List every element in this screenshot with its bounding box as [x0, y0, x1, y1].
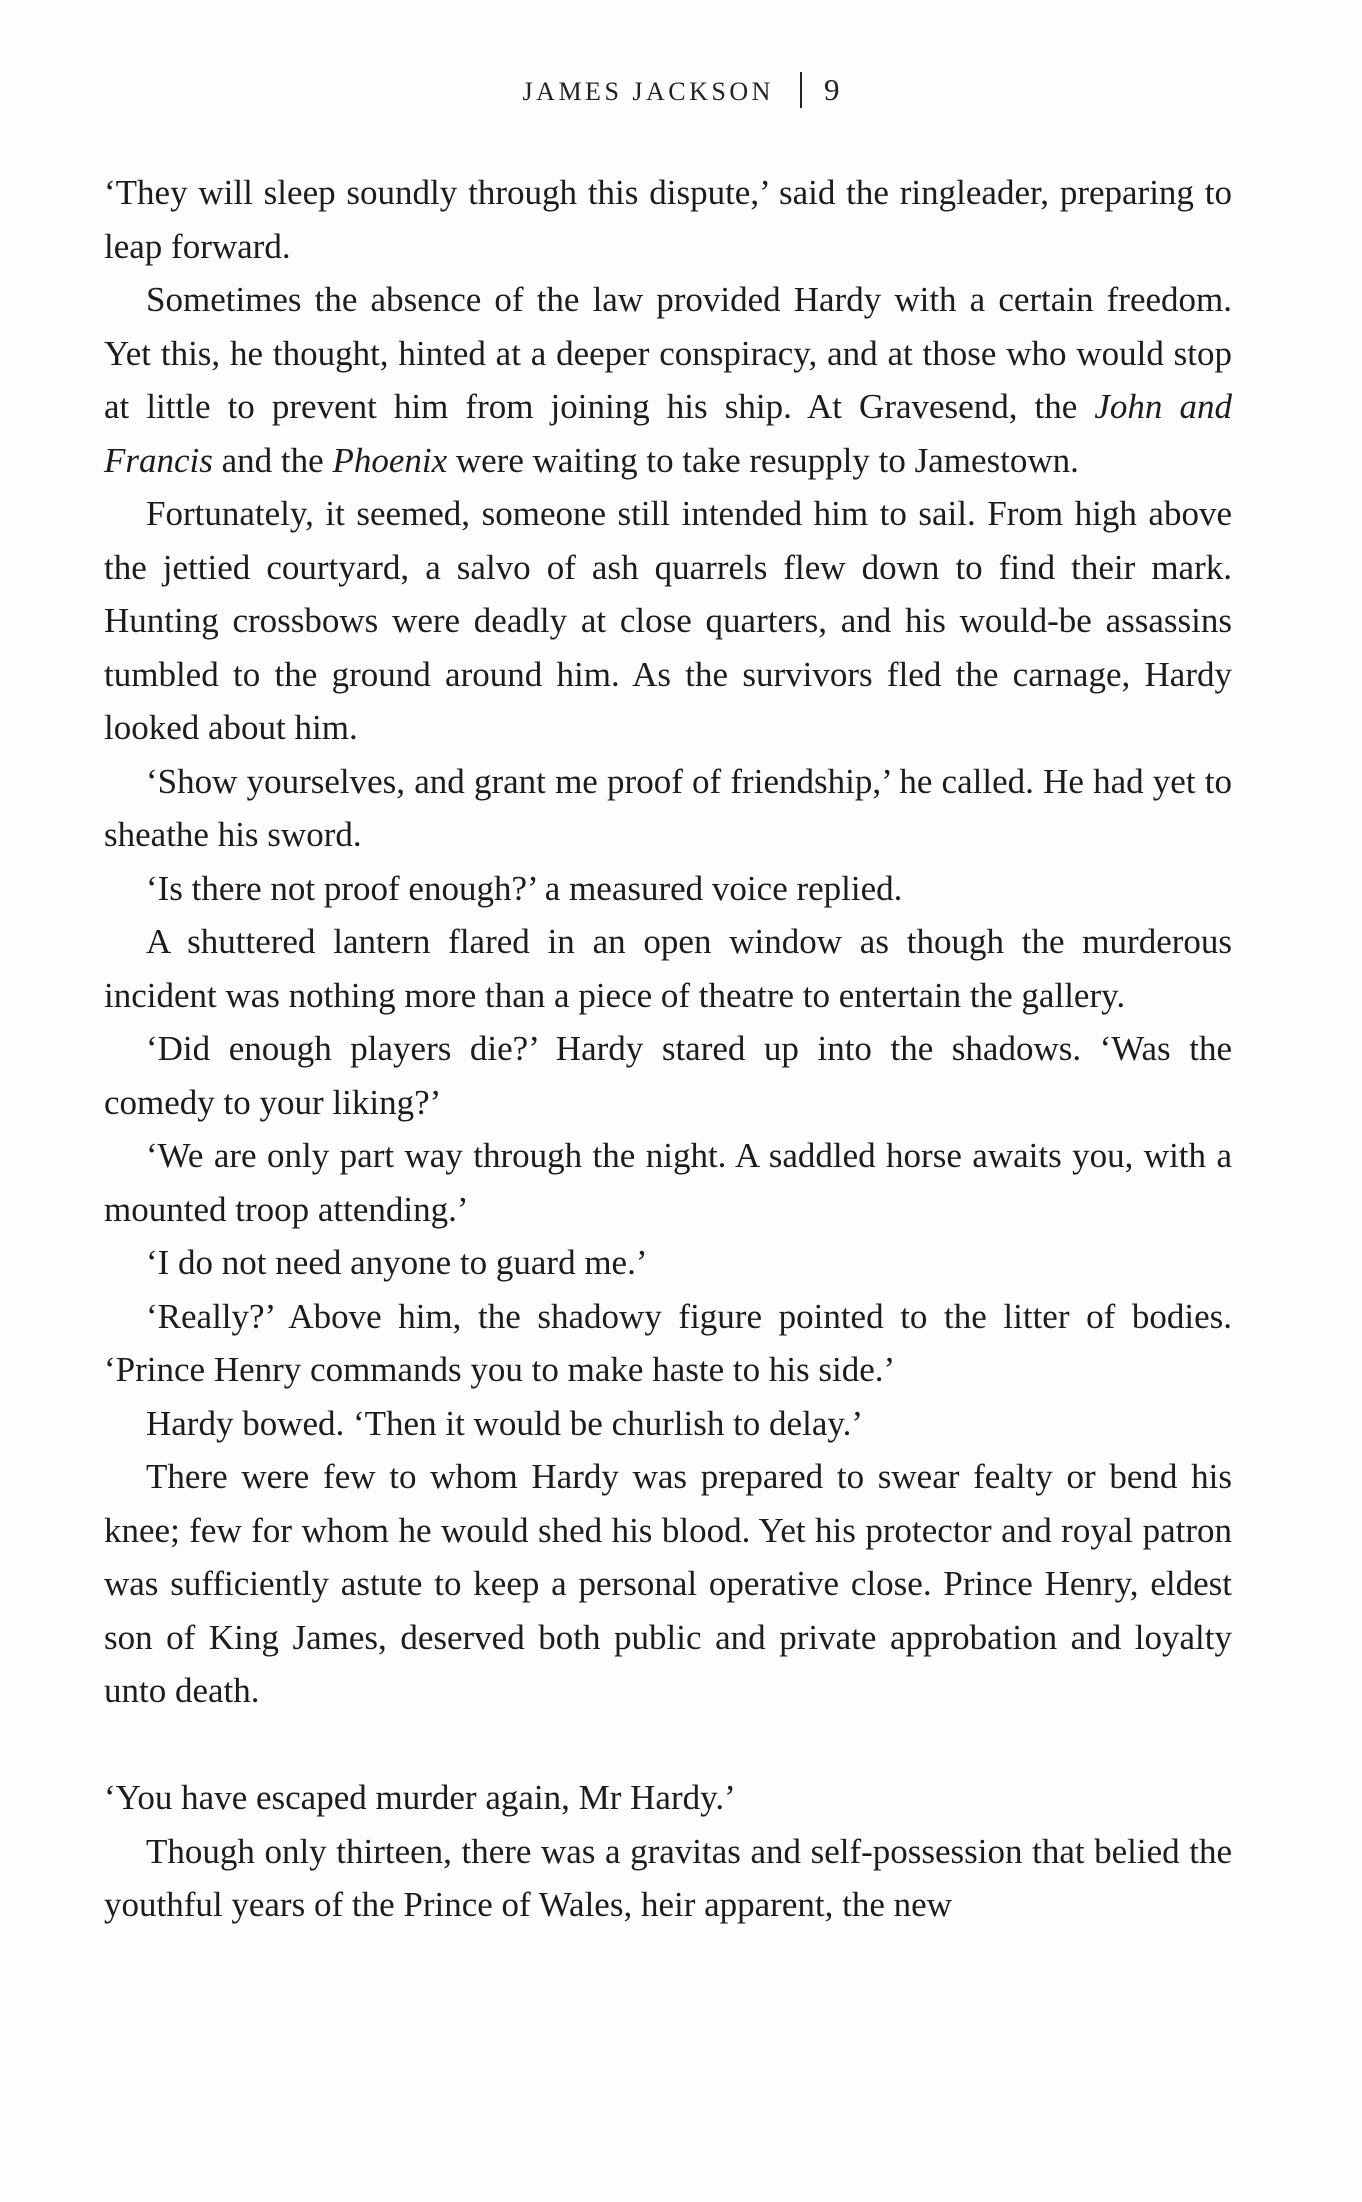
paragraph-10: ‘Really?’ Above him, the shadowy figure pointed to the litter of bodies. ‘Prince Henry commands you to make haste to his side.’ [104, 1296, 1232, 1389]
ship-name-john-and-francis: John and Francis [104, 387, 1232, 480]
paragraph-5: ‘Is there not proof enough?’ a measured voice replied. [146, 868, 903, 908]
paragraph-7: ‘Did enough players die?’ Hardy stared up into the shadows. ‘Was the comedy to your liking?’ [104, 1029, 1232, 1122]
paragraph-4: ‘Show yourselves, and grant me proof of friendship,’ he called. He had yet to sheathe his sword. [104, 761, 1232, 854]
running-head-divider [800, 72, 802, 108]
paragraph-13: ‘You have escaped murder again, Mr Hardy.’ [104, 1778, 736, 1817]
running-head-author: JAMES JACKSON [522, 77, 774, 106]
paragraph-11: Hardy bowed. ‘Then it would be churlish to delay.’ [146, 1403, 863, 1443]
paragraph-14: Though only thirteen, there was a gravitas and self-possession that belied the youthful years of the Prince of Wales, heir apparent, the new [104, 1831, 1232, 1924]
running-head [0, 72, 1362, 108]
page-number: 9 [823, 72, 840, 107]
body-text [104, 166, 1232, 1932]
paragraph-8: ‘We are only part way through the night. A saddled horse awaits you, with a mounted troop attending.’ [104, 1136, 1232, 1229]
paragraph-2 [104, 273, 1232, 487]
ship-name-phoenix: Phoenix [332, 440, 448, 480]
paragraph-12: There were few to whom Hardy was prepared to swear fealty or bend his knee; few for whom he would shed his blood. Yet his protector and royal patron was sufficiently astute to keep a personal operative close. Prince Henry, eldest son of King James, deserved both public and private approbation and loyalty unto death. [104, 1457, 1232, 1710]
paragraph-2-text-c: were waiting to take resupply to Jamestown. [447, 440, 1079, 480]
paragraph-9: ‘I do not need anyone to guard me.’ [146, 1243, 648, 1282]
paragraph-2-text-a: Sometimes the absence of the law provided Hardy with a certain freedom. Yet this, he thought, hinted at a deeper conspiracy, and at those who would stop at little to prevent him from joining his ship. At Gravesend, the [104, 280, 1232, 426]
paragraph-2-text-b: and the [212, 440, 333, 480]
paragraph-3: Fortunately, it seemed, someone still intended him to sail. From high above the jettied courtyard, a salvo of ash quarrels flew down to find their mark. Hunting crossbows were deadly at close quarters, and his would-be assassins tumbled to the ground around him. As the survivors fled the carnage, Hardy looked about him. [104, 494, 1232, 747]
paragraph-1: ‘They will sleep soundly through this dispute,’ said the ringleader, preparing to leap forward. [104, 173, 1232, 266]
paragraph-6: A shuttered lantern flared in an open window as though the murderous incident was nothing more than a piece of theatre to entertain the gallery. [104, 922, 1232, 1015]
